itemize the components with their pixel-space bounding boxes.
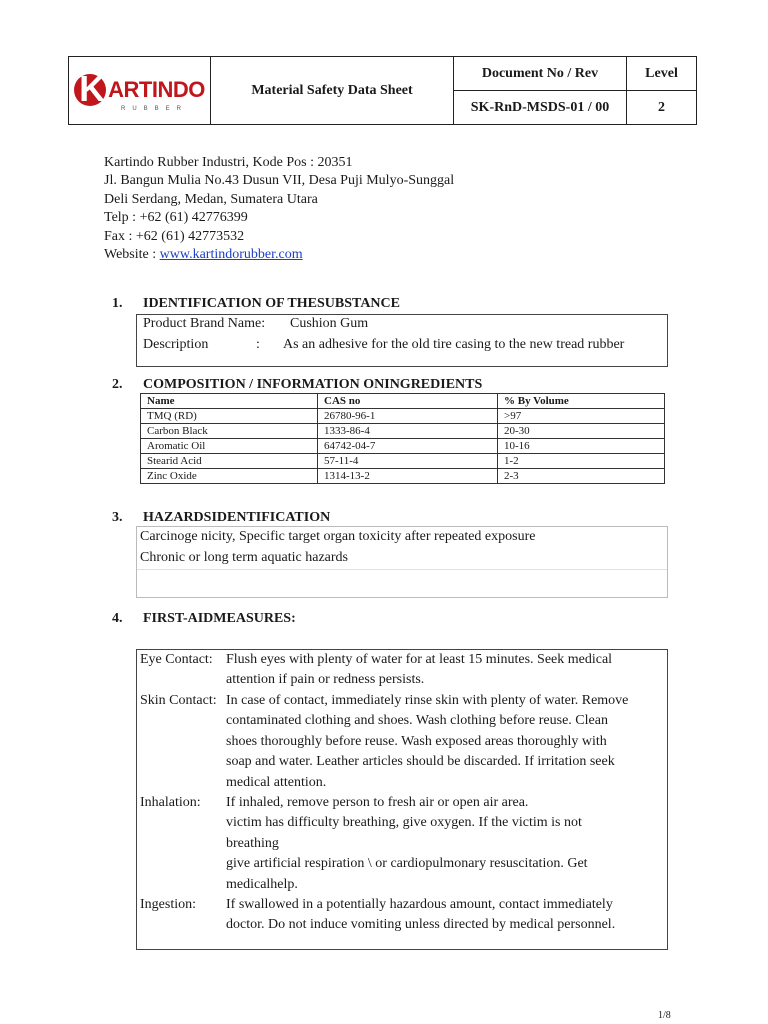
logo-subtitle: RUBBER <box>120 105 188 112</box>
aid-text-line: If swallowed in a potentially hazardous amount, contact immediately <box>226 897 613 912</box>
cas-number: 64742-04-7 <box>318 439 498 454</box>
aid-text-line: attention if pain or redness persists. <box>226 672 425 688</box>
composition-table <box>140 393 665 484</box>
doc-no-label: Document No / Rev <box>454 57 627 91</box>
section-2-heading: 2. COMPOSITION / INFORMATION ONINGREDIENTS <box>112 377 483 392</box>
volume-percent: 2-3 <box>498 469 665 484</box>
cas-number: 1314-13-2 <box>318 469 498 484</box>
description-label: Description <box>143 337 209 352</box>
ingredient-name: TMQ (RD) <box>141 409 318 424</box>
aid-text-line: contaminated clothing and shoes. Wash clothing before reuse. Clean <box>226 713 608 729</box>
aid-text-line: medical attention. <box>226 774 327 790</box>
address-line-2: Jl. Bangun Mulia No.43 Dusun VII, Desa Puji Mulyo-Sunggal <box>104 173 455 189</box>
website-line <box>104 246 454 264</box>
table-row <box>141 439 665 454</box>
doc-no-value: SK-RnD-MSDS-01 / 00 <box>454 91 627 125</box>
ingredient-name: Stearid Acid <box>141 454 318 469</box>
identification-box <box>136 314 668 367</box>
aid-text-line: Flush eyes with plenty of water for at least 15 minutes. Seek medical <box>226 652 613 667</box>
table-header-row <box>141 394 665 409</box>
divider <box>137 569 667 570</box>
hazard-line-2: Chronic or long term aquatic hazards <box>140 550 348 565</box>
cas-number: 26780-96-1 <box>318 409 498 424</box>
address-line-1: Kartindo Rubber Industri, Kode Pos : 20351 <box>104 155 353 170</box>
brand-label: Product Brand Name: <box>143 316 266 331</box>
cas-number: 1333-86-4 <box>318 424 498 439</box>
website-link[interactable]: www.kartindorubber.com <box>159 247 303 263</box>
col-cas-header: CAS no <box>318 394 498 409</box>
section-4-heading: 4. FIRST-AIDMEASURES: <box>112 611 296 626</box>
skin-contact-item <box>140 691 664 793</box>
table-row <box>141 454 665 469</box>
hazard-line-1: Carcinoge nicity, Specific target organ toxicity after repeated exposure <box>140 529 536 544</box>
logo-k-emblem: K <box>74 72 110 108</box>
address-line-3: Deli Serdang, Medan, Sumatera Utara <box>104 191 318 207</box>
col-name-header: Name <box>141 394 318 409</box>
volume-percent: 1-2 <box>498 454 665 469</box>
aid-text-line: victim has difficulty breathing, give oxygen. If the victim is not <box>226 815 582 831</box>
eye-contact-item <box>140 650 664 691</box>
ingredient-name: Aromatic Oil <box>141 439 318 454</box>
ingredient-name: Zinc Oxide <box>141 469 318 484</box>
table-row <box>141 469 665 484</box>
aid-text-line: shoes thoroughly before reuse. Wash exposed areas thoroughly with <box>226 733 607 749</box>
aid-text-line: doctor. Do not induce vomiting unless directed by medical personnel. <box>226 917 616 933</box>
volume-percent: 10-16 <box>498 439 665 454</box>
aid-text-line: breathing <box>226 835 279 851</box>
eye-contact-label: Eye Contact: <box>140 652 213 667</box>
fax: Fax : +62 (61) 42773532 <box>104 228 245 244</box>
table-row <box>141 409 665 424</box>
brand-value: Cushion Gum <box>290 316 369 331</box>
ingredient-name: Carbon Black <box>141 424 318 439</box>
document-header <box>68 56 697 125</box>
description-value: As an adhesive for the old tire casing to the new tread rubber <box>283 337 625 352</box>
skin-contact-label: Skin Contact: <box>140 693 217 708</box>
company-address <box>104 154 454 264</box>
volume-percent: 20-30 <box>498 424 665 439</box>
brand-row <box>143 316 368 332</box>
hazards-box <box>136 526 668 598</box>
volume-percent: >97 <box>498 409 665 424</box>
aid-text-line: soap and water. Leather articles should be discarded. If irritation seek <box>226 754 615 770</box>
col-volume-header: % By Volume <box>498 394 665 409</box>
inhalation-label: Inhalation: <box>140 795 201 810</box>
section-1-heading: 1. IDENTIFICATION OF THESUBSTANCE <box>112 296 400 311</box>
page-number: 1/8 <box>658 1010 671 1021</box>
aid-text-line: In case of contact, immediately rinse skin with plenty of water. Remove <box>226 693 629 708</box>
section-3-heading: 3. HAZARDSIDENTIFICATION <box>112 510 331 525</box>
description-row: Description : As an adhesive for the old tire casing to the new tread rubber <box>143 337 625 352</box>
telephone: Telp : +62 (61) 42776399 <box>104 210 248 226</box>
aid-text-line: give artificial respiration \ or cardiopulmonary resuscitation. Get <box>226 856 588 872</box>
ingestion-item <box>140 895 664 936</box>
company-logo <box>69 67 210 112</box>
ingestion-label: Ingestion: <box>140 897 196 912</box>
logo-wordmark: ARTINDO <box>108 76 205 102</box>
document-title: Material Safety Data Sheet <box>211 57 454 125</box>
logo-cell <box>69 57 211 125</box>
level-value: 2 <box>627 91 697 125</box>
first-aid-box <box>136 649 668 950</box>
inhalation-item <box>140 793 664 895</box>
level-label: Level <box>627 57 697 91</box>
aid-text-line: If inhaled, remove person to fresh air or open air area. <box>226 795 529 810</box>
aid-text-line: medicalhelp. <box>226 876 298 892</box>
table-row <box>141 424 665 439</box>
cas-number: 57-11-4 <box>318 454 498 469</box>
website-label: Website : <box>104 247 160 263</box>
